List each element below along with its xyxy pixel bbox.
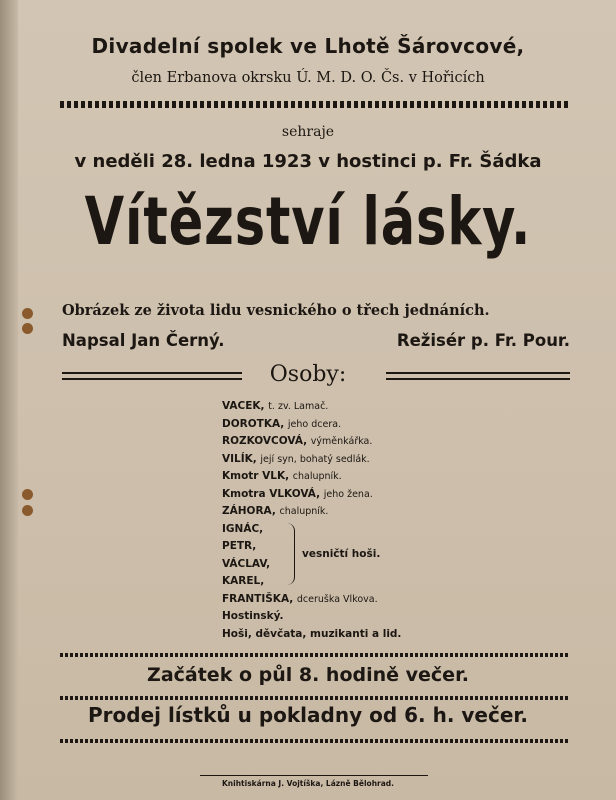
cast-item: VÁCLAV, — [222, 557, 271, 570]
cast-item: ZÁHORA, chalupník. — [222, 505, 329, 517]
divider-right — [386, 378, 570, 380]
member-line: člen Erbanova okrsku Ú. M. D. O. Čs. v Hořicích — [131, 70, 485, 86]
cast-item: IGNÁC, — [222, 522, 264, 535]
cast-item: Hoši, děvčata, muzikanti a lid. — [222, 627, 402, 640]
group-label: vesničtí hoši. — [302, 548, 381, 560]
cast-heading: Osoby: — [269, 362, 347, 387]
punch-hole — [22, 308, 33, 319]
play-title: Vítězství lásky. — [84, 183, 532, 260]
cast-item: KAREL, — [222, 575, 265, 587]
ticket-sales: Prodej lístků u pokladny od 6. h. večer. — [87, 703, 529, 727]
play-subtitle: Obrázek ze života lidu vesnického o třech jednáních. — [62, 302, 490, 319]
dotted-rule — [60, 696, 570, 700]
ornamental-rule — [60, 101, 570, 108]
cast-item: Kmotra VLKOVÁ, jeho žena. — [222, 487, 373, 500]
start-time: Začátek o půl 8. hodině večer. — [147, 664, 469, 686]
dotted-rule — [60, 653, 570, 657]
cast-item: PETR, — [222, 540, 257, 552]
cast-item: VILÍK, její syn, bohatý sedlák. — [222, 452, 370, 465]
theatre-name: Divadelní spolek ve Lhotě Šárovcové, — [91, 34, 525, 58]
dotted-rule — [60, 739, 570, 743]
cast-item: Kmotr VLK, chalupník. — [222, 470, 342, 482]
printer-rule — [200, 775, 428, 776]
group-brace — [286, 523, 295, 585]
cast-list — [222, 398, 401, 643]
divider-right — [386, 372, 570, 374]
director-line: Režisér p. Fr. Pour. — [396, 331, 570, 350]
punch-hole — [22, 505, 33, 516]
punch-hole — [22, 489, 33, 500]
cast-item: ROZKOVCOVÁ, výměnkářka. — [222, 435, 373, 447]
printer-imprint: Knihtiskárna J. Vojtíška, Lázně Bělohrad. — [221, 779, 395, 788]
punch-hole — [22, 323, 33, 334]
author-line: Napsal Jan Černý. — [62, 331, 225, 350]
cast-item: DOROTKA, jeho dcera. — [222, 417, 342, 430]
cast-item: VACEK, t. zv. Lamač. — [222, 400, 329, 412]
cast-item: FRANTIŠKA, dceruška Vlkova. — [222, 592, 378, 605]
cast-item: Hostinský. — [222, 610, 284, 622]
date-place-line: v neděli 28. ledna 1923 v hostinci p. Fr. Šádka — [74, 151, 542, 172]
performs-line: sehraje — [281, 124, 335, 140]
